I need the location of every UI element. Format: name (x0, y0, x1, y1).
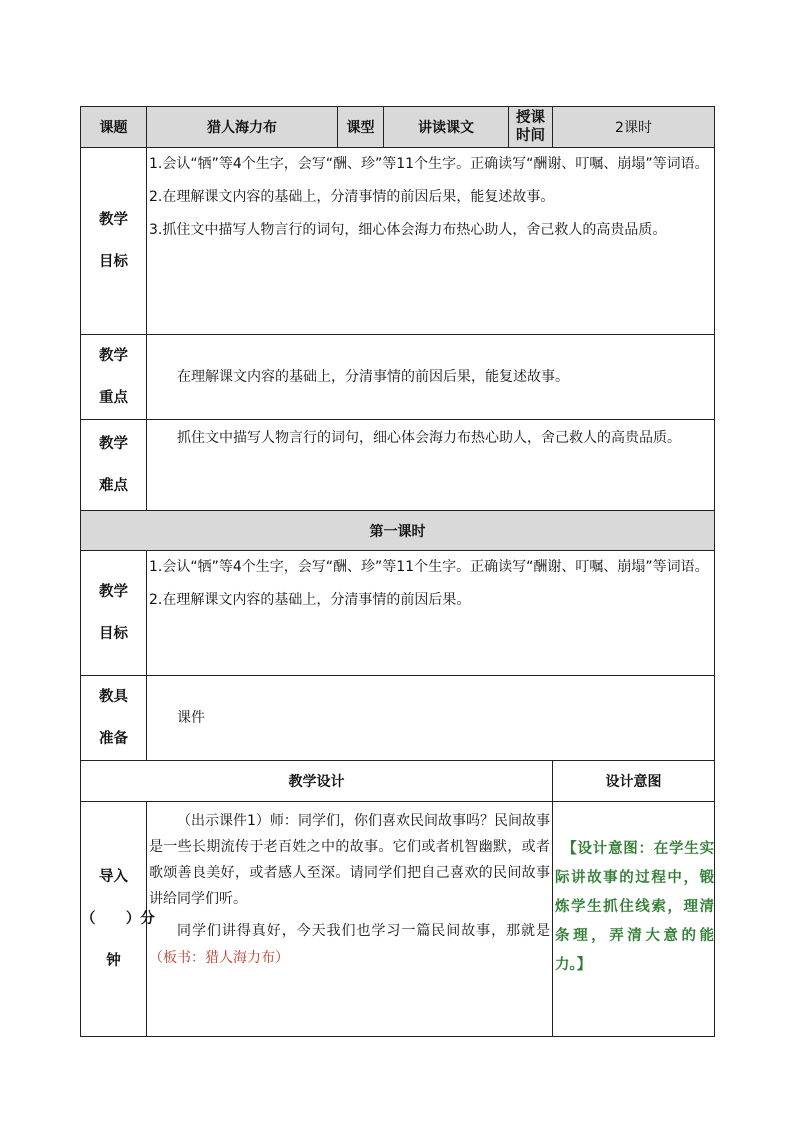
prep-label-line-2: 准备 (99, 731, 128, 747)
goal-item: 1.会认“牺”等4个生字，会写“酬、珍”等11个生字。正确读写“酬谢、叮嘱、崩塌”等词语。 (149, 156, 709, 172)
intro-paragraph-2 (147, 918, 552, 972)
intro-label (81, 802, 155, 1037)
key-points-content (147, 335, 715, 420)
design-column-header: 教学设计 (81, 761, 553, 802)
lesson1-goals-content (147, 551, 715, 676)
type-value: 讲读课文 (384, 107, 509, 148)
lesson1-goals-label-line-2: 目标 (99, 626, 128, 642)
goals-label-line-2: 目标 (99, 254, 128, 270)
key-points-label (81, 335, 147, 420)
intro-label-line-3: 钟 (106, 953, 121, 969)
intro-label-line-1: 导入 (99, 869, 128, 885)
lesson1-goals-row (81, 551, 715, 676)
prep-label (81, 676, 147, 761)
intro-content (147, 802, 553, 1037)
intro-paragraph: （出示课件1）师：同学们，你们喜欢民间故事吗？民间故事是一些长期流传于老百姓之中的故事。它们或者机智幽默，或者歌颂善良美好，或者感人至深。请同学们把自己喜欢的民间故事讲给同学们听。 (149, 813, 550, 907)
intro-paragraph-2-text: 同学们讲得真好，今天我们也学习一篇民间故事，那就是 (177, 923, 550, 939)
intro-label-line-2: （ ）分 (81, 911, 155, 927)
difficulties-label-line-1: 教学 (99, 436, 128, 452)
intent-content (553, 802, 715, 1037)
lesson1-goals-label-line-1: 教学 (99, 584, 128, 600)
prep-row (81, 676, 715, 761)
design-header-row (81, 761, 715, 802)
key-points-label-line-2: 重点 (99, 390, 128, 406)
key-points-text: 在理解课文内容的基础上，分清事情的前因后果，能复述故事。 (177, 369, 569, 385)
difficulties-label (81, 420, 147, 511)
time-label-line-2: 时间 (516, 128, 545, 144)
prep-text: 课件 (177, 710, 205, 726)
prep-content (147, 676, 715, 761)
intent-column-header: 设计意图 (553, 761, 715, 802)
intro-row (81, 802, 715, 1037)
time-label-line-1: 授课 (516, 110, 545, 126)
key-points-label-line-1: 教学 (99, 348, 128, 364)
prep-label-line-1: 教具 (99, 689, 128, 705)
lesson1-goal-item: 1.会认“牺”等4个生字，会写“酬、珍”等11个生字。正确读写“酬谢、叮嘱、崩塌”等词语。 (149, 559, 709, 575)
goal-item: 3.抓住文中描写人物言行的词句，细心体会海力布热心助人，舍己救人的高贵品质。 (149, 222, 667, 238)
design-intent-text: 【设计意图：在学生实际讲故事的过程中，锻炼学生抓住线索，理清条理，弄清大意的能力。】 (555, 841, 715, 973)
difficulties-text: 抓住文中描写人物言行的词句，细心体会海力布热心助人，舍己救人的高贵品质。 (177, 430, 681, 446)
board-note: （板书：猎人海力布） (149, 950, 289, 966)
goal-item: 2.在理解课文内容的基础上，分清事情的前因后果，能复述故事。 (149, 189, 555, 205)
goals-content (147, 148, 715, 335)
lesson1-goal-item: 2.在理解课文内容的基础上，分清事情的前因后果。 (149, 592, 471, 608)
topic-value: 猎人海力布 (147, 107, 338, 148)
lesson1-title: 第一课时 (81, 511, 715, 551)
difficulties-row (81, 420, 715, 511)
goals-label (81, 148, 147, 335)
goals-label-line-1: 教学 (99, 212, 128, 228)
lesson1-goals-label (81, 551, 147, 676)
lesson1-title-row (81, 511, 715, 551)
difficulties-label-line-2: 难点 (99, 478, 128, 494)
key-points-row (81, 335, 715, 420)
time-label (509, 107, 553, 148)
time-value: 2课时 (553, 107, 715, 148)
goals-row (81, 148, 715, 335)
lesson-plan-document (80, 106, 714, 1037)
type-label: 课型 (338, 107, 384, 148)
header-row (81, 107, 715, 148)
lesson-plan-table (80, 106, 715, 1037)
difficulties-content (147, 420, 715, 511)
topic-label: 课题 (81, 107, 147, 148)
